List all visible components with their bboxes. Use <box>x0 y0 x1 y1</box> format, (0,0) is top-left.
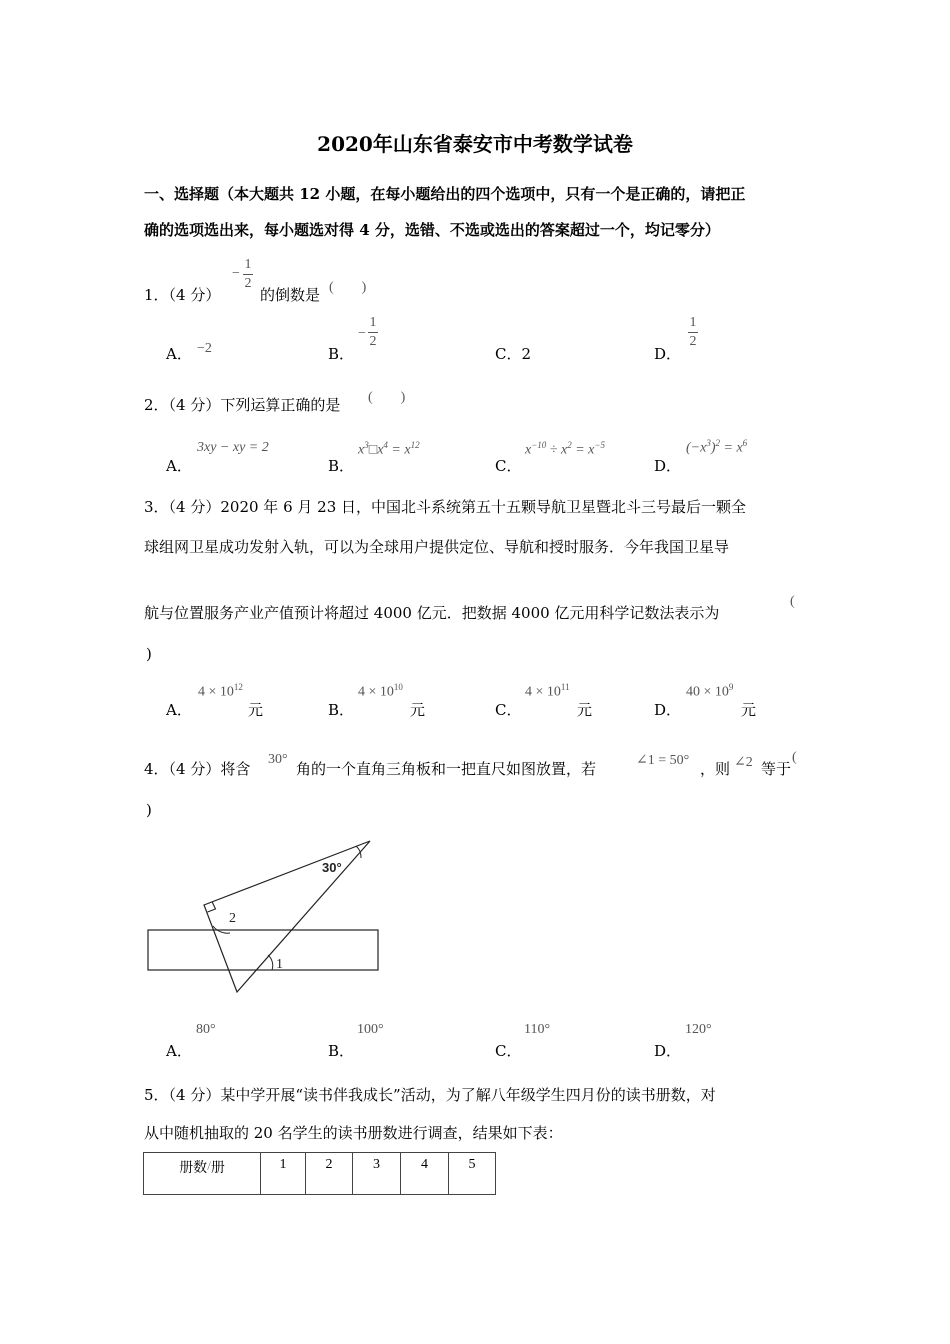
q3-line2: 球组网卫星成功发射入轨，可以为全球用户提供定位、导航和授时服务．今年我国卫星导 <box>144 538 730 556</box>
q1-option-c: C．2 <box>495 345 532 363</box>
q2-option-a-label: A． <box>166 457 192 475</box>
table-cell: 1 <box>261 1153 306 1195</box>
q1-stem: 的倒数是 <box>260 286 321 304</box>
q1-option-d-label: D． <box>654 345 682 363</box>
q4-angle-30: 30° <box>268 752 288 767</box>
q4-option-a-label: A． <box>166 1042 192 1060</box>
q2-option-d-math: $(-x^3)^2 = x^6$ <box>686 438 748 456</box>
q3-option-b-label: B． <box>328 701 355 719</box>
table-cell: 5 <box>449 1153 496 1195</box>
q4-paren-close: ) <box>146 801 152 819</box>
q3-option-c-math: $4 \times 10^{11}$ <box>525 682 570 700</box>
q3-option-a-label: A． <box>166 701 192 719</box>
q2-option-c-math: $x^{-10} \div x^2 = x^{-5}$ <box>525 440 605 458</box>
q1-number: 1．（4 分） <box>144 286 221 304</box>
q1-frac-den: 2 <box>244 276 252 291</box>
q1-paren: ( ) <box>329 280 367 295</box>
q3-option-c-label: C． <box>495 701 522 719</box>
q4-angle2: ∠2 <box>734 755 753 770</box>
q3-option-d-label: D． <box>654 701 682 719</box>
q2-option-b-math: $x^3□x^4 = x^{12}$ <box>358 440 420 458</box>
q2-option-b-label: B． <box>328 457 355 475</box>
q4-option-d-math: 120° <box>685 1022 712 1037</box>
table-row <box>144 1153 496 1195</box>
table-cell: 4 <box>401 1153 449 1195</box>
q3-option-d-math: $40 \times 10^9$ <box>686 682 734 700</box>
q4-part2: 角的一个直角三角板和一把直尺如图放置，若 <box>296 760 597 778</box>
q3-paren-close: ) <box>146 645 152 663</box>
q4-part3: ，则 <box>700 760 731 778</box>
q2-paren: ( ) <box>368 390 406 405</box>
q3-option-a-unit: 元 <box>248 701 264 719</box>
fig-label-1: 1 <box>276 957 283 972</box>
q1-option-b-label: B． <box>328 345 355 363</box>
q1-option-b-den: 2 <box>369 334 377 349</box>
q4-option-b-math: 100° <box>357 1022 384 1037</box>
section-header-line1: 一、选择题（本大题共 12 小题，在每小题给出的四个选项中，只有一个是正确的，请把正 <box>144 185 746 203</box>
q3-paren-open: ( <box>790 594 795 609</box>
page-title: 2020年山东省泰安市中考数学试卷 <box>317 132 633 156</box>
q1-option-b-num: 1 <box>369 315 377 330</box>
q1-option-d-frac <box>688 316 698 349</box>
q2-option-d-label: D． <box>654 457 682 475</box>
q1-option-a-math: −2 <box>197 341 212 356</box>
q4-part4: 等于 <box>761 760 792 778</box>
q1-frac-num: 1 <box>244 257 252 272</box>
q4-option-c-math: 110° <box>524 1022 551 1037</box>
section-header-line2: 确的选项选出来，每小题选对得 4 分，选错、不选或选出的答案超过一个，均记零分） <box>144 221 720 239</box>
q4-figure <box>140 830 390 1000</box>
q4-option-b-label: B． <box>328 1042 355 1060</box>
q4-option-c-label: C． <box>495 1042 522 1060</box>
q3-option-c-unit: 元 <box>577 701 593 719</box>
q4-paren-open: ( <box>792 750 797 765</box>
table-header-cell: 册数/册 <box>144 1153 261 1195</box>
q4-part1: 4．（4 分）将含 <box>144 760 251 778</box>
q3-option-b-unit: 元 <box>410 701 426 719</box>
fig-label-30: 30° <box>322 860 342 875</box>
q4-option-d-label: D． <box>654 1042 682 1060</box>
q1-option-b-frac <box>368 316 378 349</box>
q1-option-d-num: 1 <box>689 315 697 330</box>
q1-option-a-label: A． <box>166 345 192 363</box>
angle-1-arc <box>268 955 273 970</box>
q1-option-b-sign: − <box>358 326 366 341</box>
q5-line1: 5．（4 分）某中学开展“读书伴我成长”活动，为了解八年级学生四月份的读书册数，对 <box>144 1086 716 1104</box>
q2-option-c-label: C． <box>495 457 522 475</box>
q5-line2: 从中随机抽取的 20 名学生的读书册数进行调查，结果如下表： <box>144 1124 563 1142</box>
table-cell: 2 <box>306 1153 353 1195</box>
q1-frac-sign: − <box>232 266 240 281</box>
q1-option-d-den: 2 <box>689 334 697 349</box>
ruler-rectangle <box>148 930 378 970</box>
q3-line1: 3．（4 分）2020 年 6 月 23 日，中国北斗系统第五十五颗导航卫星暨北斗三号最后一颗全 <box>144 498 747 516</box>
q1-frac-body <box>243 258 253 291</box>
table-cell: 3 <box>353 1153 401 1195</box>
q4-option-a-math: 80° <box>196 1022 216 1037</box>
q3-option-d-unit: 元 <box>741 701 757 719</box>
q2-stem: 2．（4 分）下列运算正确的是 <box>144 396 341 414</box>
q5-table <box>143 1152 496 1195</box>
q2-option-a-math: 3xy − xy = 2 <box>197 440 269 455</box>
q4-angle1-eq: ∠1 = 50° <box>636 753 690 768</box>
q3-line3: 航与位置服务产业产值预计将超过 4000 亿元．把数据 4000 亿元用科学记数法表示为 <box>144 604 720 622</box>
q3-option-b-math: $4 \times 10^{10}$ <box>358 682 403 700</box>
fig-label-2: 2 <box>229 911 236 926</box>
q3-option-a-math: $4 \times 10^{12}$ <box>198 682 243 700</box>
